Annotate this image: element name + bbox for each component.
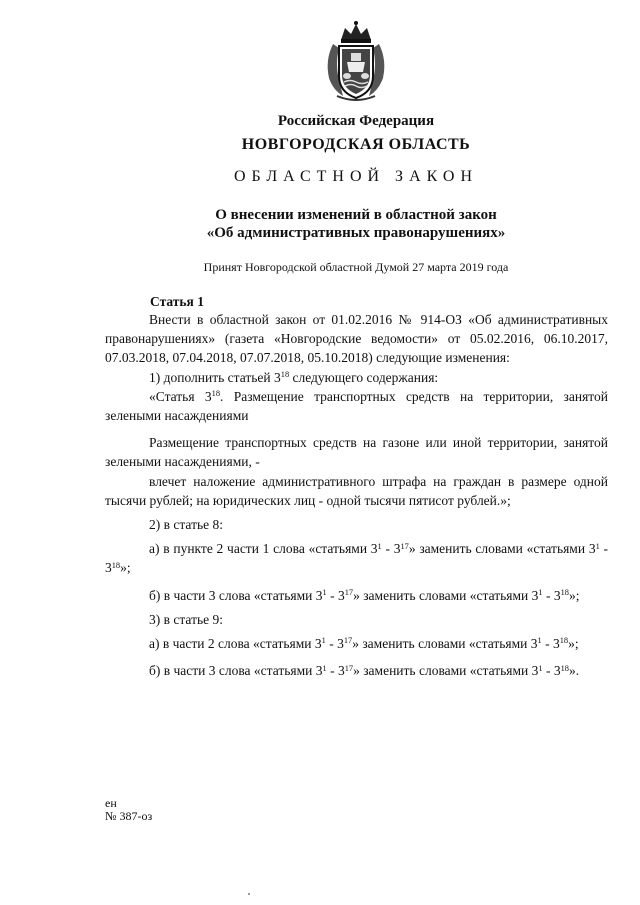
scan-speck [248,893,250,895]
law-title [0,206,640,242]
federation-name: Российская Федерация [277,113,435,129]
document-footer [105,797,152,823]
item-3b: б) в части 3 слова «статьями $3^1 - 3^{17}$» заменить словами «статьями $3^1 - 3^{18}$». [149,663,580,679]
adoption-note: Принят Новгородской областной Думой 27 марта 2019 года [203,260,509,274]
item-2a: а) в пункте 2 части 1 слова «статьями $3^1 - 3^{17}$» заменить словами «статьями $3^1 - 3^{18}$»; [105,541,608,576]
novgorod-coat-of-arms-icon [323,20,389,102]
law-type: ОБЛАСТНОЙ ЗАКОН [233,168,478,185]
new-article-text-2: влечет наложение административного штрафа на граждан в размере одной тысячи рублей; на юридических лиц - одной тысячи пятисот рублей.»; [105,473,608,508]
article-body [105,310,608,680]
item-2: 2) в статье 8: [149,517,223,533]
item-3a: а) в части 2 слова «статьями $3^1 - 3^{17}$» заменить словами «статьями $3^1 - 3^{18}$»; [149,636,579,652]
new-article-heading: «Статья $3^{18}$. Размещение транспортных средств на территории, занятой зелеными насаждениями [105,388,608,424]
item-3: 3) в статье 9: [149,611,223,627]
region-name: НОВГОРОДСКАЯ ОБЛАСТЬ [241,136,471,153]
law-title-line-2: «Об административных правонарушениях» [206,225,506,241]
article-intro: Внести в областной закон от 01.02.2016 № 914-ОЗ «Об административных правонарушениях» (газета «Новгородские ведомости» от 05.02.2016, 06.10.2017, 07.03.2018, 07.04.2018, 07.07.2018, 05.10.2018) следующие изменения: [105,312,608,366]
new-article-text-1: Размещение транспортных средств на газоне или иной территории, занятой зелеными насаждениями, - [105,435,608,470]
item-2b: б) в части 3 слова «статьями $3^1 - 3^{17}$» заменить словами «статьями $3^1 - 3^{18}$»; [149,587,580,603]
footer-number: № 387-оз [105,809,153,823]
article-heading: Статья 1 [150,294,204,309]
item-1: 1) дополнить статьей $3^{18}$ следующего содержания: [149,369,439,385]
law-title-line-1: О внесении изменений в областной закон [215,207,497,223]
footer-initials: ен [105,796,117,810]
